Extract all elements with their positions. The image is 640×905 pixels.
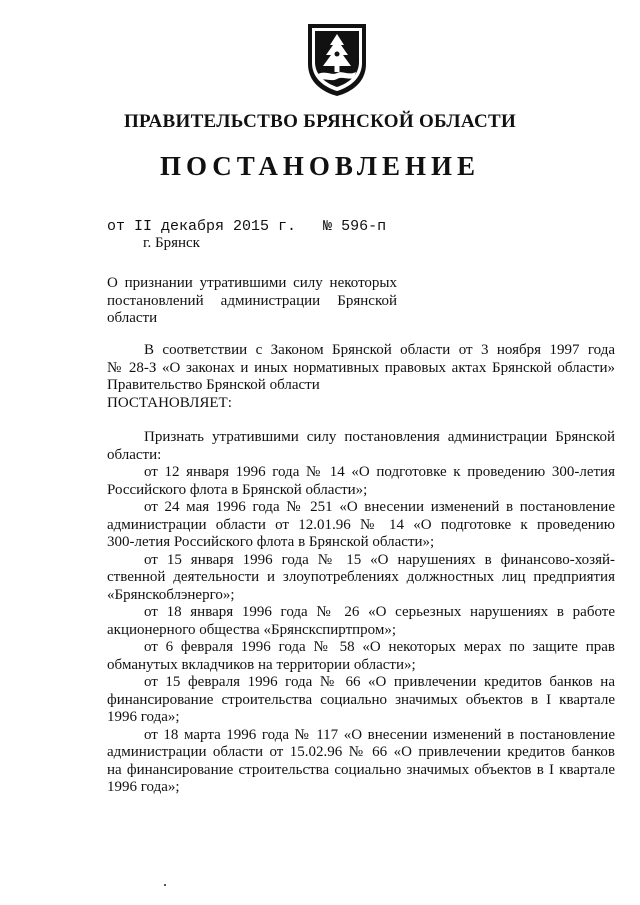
- decision-line: от 15 января 1996 года № 15 «О нарушениях в финансово-хозяй-: [144, 551, 615, 568]
- decision-line: от 18 января 1996 года № 26 «О серьезных нарушениях в работе: [144, 604, 615, 620]
- scan-speck: [164, 884, 166, 886]
- decision-line: Российского флота в Брянской области»;: [107, 481, 368, 498]
- resolves-heading: ПОСТАНОВЛЯЕТ:: [107, 394, 232, 411]
- subject-line: О признании утратившими силу некоторых: [107, 275, 397, 291]
- preamble-line: Правительство Брянской области: [107, 377, 320, 393]
- document-number: № 596-п: [323, 218, 387, 235]
- date-prefix: от: [107, 218, 126, 235]
- decision-line: от 15 февраля 1996 года № 66 «О привлечении кредитов банков на: [144, 674, 615, 690]
- document-subject: [107, 275, 397, 328]
- decision-line: от 12 января 1996 года № 14 «О подготовке к проведению 300-летия: [144, 464, 615, 480]
- document-date: II декабря 2015 г.: [134, 218, 297, 235]
- decision-line: от 24 мая 1996 года № 251 «О внесении изменений в постановление: [144, 499, 615, 515]
- decision-line: на финансирование строительства социально значимых объектов в I квартале: [107, 761, 615, 778]
- decision-line: администрации области от 15.02.96 № 66 «О привлечении кредитов банков: [107, 744, 615, 760]
- government-name: ПРАВИТЕЛЬСТВО БРЯНСКОЙ ОБЛАСТИ: [123, 111, 517, 132]
- subject-line: области: [107, 310, 158, 326]
- decision-line: обманутых вкладчиков на территории области»;: [107, 656, 416, 673]
- preamble-line: № 28-З «О законах и иных нормативных правовых актах Брянской области»: [107, 359, 615, 376]
- decision-line: администрации области от 12.01.96 № 14 «О подготовке к проведению: [107, 516, 615, 533]
- decision-line: 1996 года»;: [107, 709, 180, 725]
- subject-line: постановлений администрации Брянской: [107, 292, 397, 309]
- document-date-number: [107, 218, 386, 235]
- document-body: [107, 342, 615, 797]
- coat-of-arms-icon: [304, 18, 370, 98]
- decision-line: Признать утратившими силу постановления администрации Брянской: [144, 429, 615, 445]
- preamble-line: В соответствии с Законом Брянской области от 3 ноября 1997 года: [144, 342, 615, 358]
- decision-line: 1996 года»;: [107, 779, 180, 795]
- decision-line: от 18 марта 1996 года № 117 «О внесении изменений в постановление: [144, 726, 615, 743]
- decision-line: ственной деятельности и злоупотреблениях должностных лиц предприятия: [107, 569, 615, 585]
- decision-line: 300-летия Российского флота в Брянской области»;: [107, 534, 435, 550]
- decision-line: области:: [107, 446, 162, 463]
- decision-line: акционерного общества «Брянскспиртпром»;: [107, 621, 397, 638]
- decision-line: «Брянскоблэнерго»;: [107, 586, 235, 603]
- document-type-title: ПОСТАНОВЛЕНИЕ: [159, 151, 481, 181]
- document-city: г. Брянск: [143, 235, 200, 251]
- decision-line: от 6 февраля 1996 года № 58 «О некоторых мерах по защите прав: [144, 639, 615, 655]
- decision-line: финансирование строительства социально значимых объектов в I квартале: [107, 691, 615, 708]
